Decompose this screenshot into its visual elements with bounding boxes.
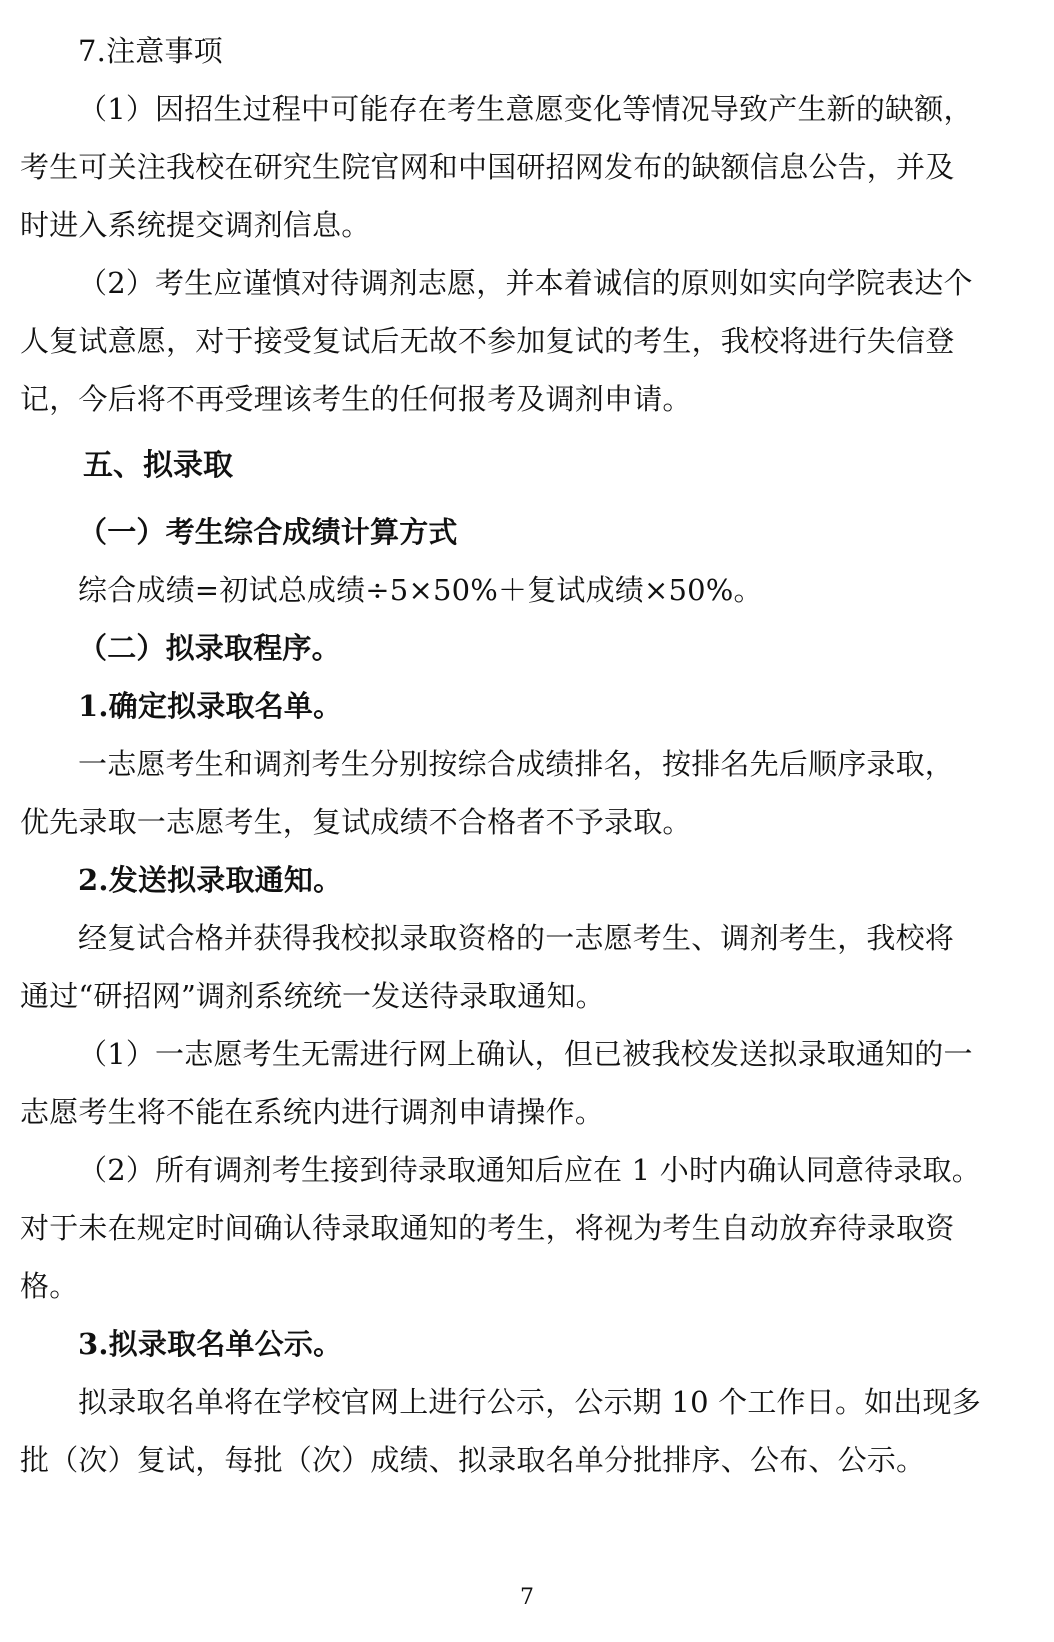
paragraph-line: 格。 xyxy=(20,1269,79,1303)
subsection-heading: （二）拟录取程序。 xyxy=(78,631,341,665)
paragraph-line: 优先录取一志愿考生，复试成绩不合格者不予录取。 xyxy=(20,805,692,839)
step-heading: 3.拟录取名单公示。 xyxy=(78,1327,343,1361)
paragraph-line: 时进入系统提交调剂信息。 xyxy=(20,208,371,242)
paragraph-line: （2）所有调剂考生接到待录取通知后应在 1 小时内确认同意待录取。 xyxy=(78,1153,981,1187)
subsection-heading: （一）考生综合成绩计算方式 xyxy=(78,515,458,549)
paragraph-line: 人复试意愿，对于接受复试后无故不参加复试的考生，我校将进行失信登 xyxy=(20,324,955,358)
paragraph-line: 对于未在规定时间确认待录取通知的考生，将视为考生自动放弃待录取资 xyxy=(20,1211,955,1245)
item-heading-7: 7.注意事项 xyxy=(78,34,223,68)
formula-line: 综合成绩=初试总成绩÷5×50%＋复试成绩×50%。 xyxy=(78,573,763,607)
paragraph-line: （2）考生应谨慎对待调剂志愿，并本着诚信的原则如实向学院表达个 xyxy=(78,266,973,300)
paragraph-line: 志愿考生将不能在系统内进行调剂申请操作。 xyxy=(20,1095,605,1129)
step-heading: 1.确定拟录取名单。 xyxy=(78,689,343,723)
paragraph-line: 拟录取名单将在学校官网上进行公示，公示期 10 个工作日。如出现多 xyxy=(78,1385,981,1419)
paragraph-line: 考生可关注我校在研究生院官网和中国研招网发布的缺额信息公告，并及 xyxy=(20,150,955,184)
step-heading: 2.发送拟录取通知。 xyxy=(78,863,343,897)
paragraph-line: 记，今后将不再受理该考生的任何报考及调剂申请。 xyxy=(20,382,692,416)
paragraph-line: 经复试合格并获得我校拟录取资格的一志愿考生、调剂考生，我校将 xyxy=(78,921,955,955)
section-heading: 五、拟录取 xyxy=(83,448,233,483)
document-body xyxy=(20,22,1020,1489)
paragraph-line: （1）一志愿考生无需进行网上确认，但已被我校发送拟录取通知的一 xyxy=(78,1037,973,1071)
paragraph-line: 一志愿考生和调剂考生分别按综合成绩排名，按排名先后顺序录取， xyxy=(78,747,955,781)
page-number: 7 xyxy=(520,1585,534,1610)
paragraph-line: （1）因招生过程中可能存在考生意愿变化等情况导致产生新的缺额， xyxy=(78,92,973,126)
paragraph-line: 批（次）复试，每批（次）成绩、拟录取名单分批排序、公布、公示。 xyxy=(20,1443,926,1477)
paragraph-line: 通过“研招网”调剂系统统一发送待录取通知。 xyxy=(20,979,605,1013)
